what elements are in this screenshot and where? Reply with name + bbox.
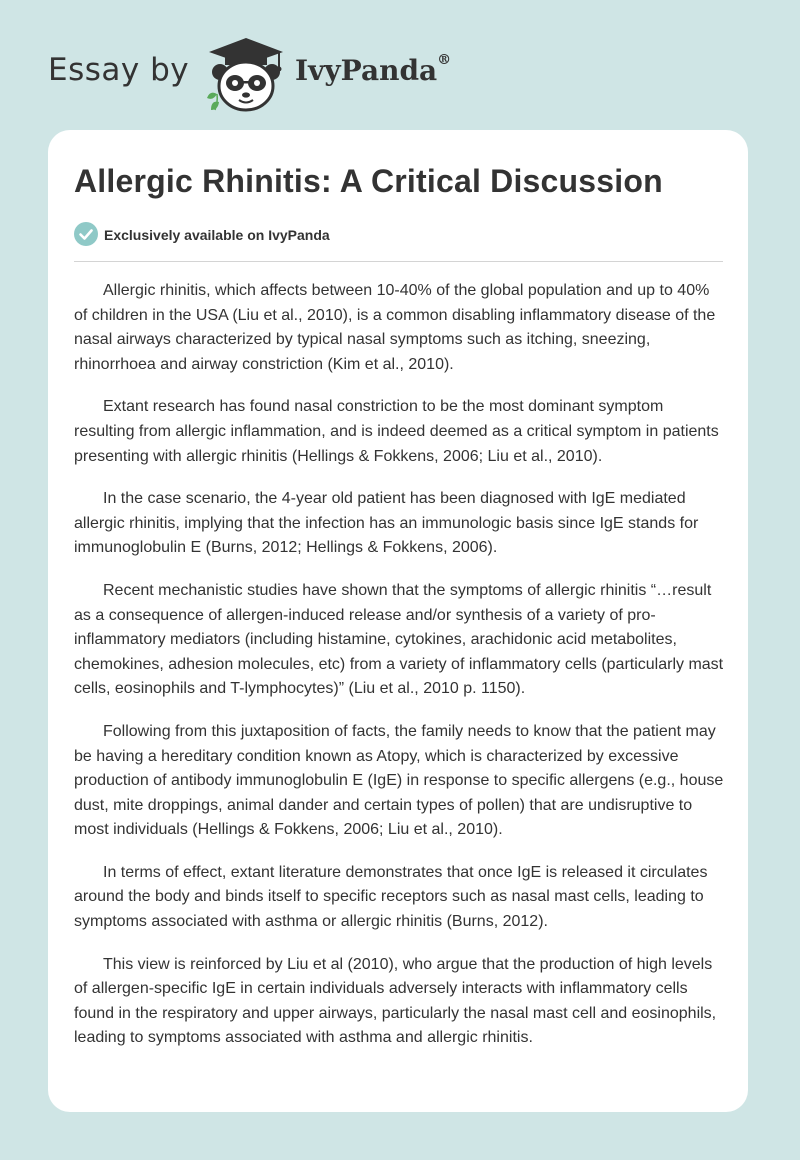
paragraph: In terms of effect, extant literature demonstrates that once IgE is released it circulates around the body and binds itself to specific receptors such as nasal mast cells, leading to symptoms associated with asthma or allergic rhinitis (Burns, 2012). xyxy=(74,863,708,931)
paragraph: Allergic rhinitis, which affects between 10-40% of the global population and up to 40% of children in the USA (Liu et al., 2010), is a common disabling inflammatory disease of the nasal airways characterized by typical nasal symptoms such as itching, sneezing, rhinorrhoea and airway constriction (Kim et al., 2010). xyxy=(74,282,716,373)
panda-graduate-icon xyxy=(201,34,291,114)
essay-body xyxy=(74,279,726,1069)
paragraph: In the case scenario, the 4-year old patient has been diagnosed with IgE mediated allergic rhinitis, implying that the infection has an immunologic basis since IgE stands for immunoglobulin E (Burns, 2012; Hellings & Fokkens, 2006). xyxy=(74,490,699,557)
registered-mark: ® xyxy=(437,52,452,68)
check-circle-icon xyxy=(74,222,98,246)
site-header xyxy=(48,34,508,114)
exclusive-badge-text: Exclusively available on IvyPanda xyxy=(104,227,330,243)
paragraph: Recent mechanistic studies have shown that the symptoms of allergic rhinitis “…result as a consequence of allergen-induced release and/or synthesis of a variety of pro-inflammatory mediators (including histamine, cytokines, arachidonic acid metabolites, chemokines, adhesion molecules, etc) from a variety of inflammatory cells (particularly mast cells, eosinophils and T-lymphocytes)” (Liu et al., 2010 p. 1150). xyxy=(74,581,724,698)
title-divider xyxy=(74,261,723,262)
page-title: Allergic Rhinitis: A Critical Discussion xyxy=(74,163,663,199)
paragraph: Extant research has found nasal constriction to be the most dominant symptom resulting from allergic inflammation, and is indeed deemed as a critical symptom in patients presenting with allergic rhinitis (Hellings & Fokkens, 2006; Liu et al., 2010). xyxy=(74,398,719,465)
essay-by-label: Essay by xyxy=(48,52,190,88)
paragraph: Following from this juxtaposition of facts, the family needs to know that the patient may be having a hereditary condition known as Atopy, which is characterized by excessive production of antibody immunoglobulin E (IgE) in response to specific allergens (e.g., house dust, mite droppings, animal dander and certain types of pollen) that are undisruptive to most individuals (Hellings & Fokkens, 2006; Liu et al., 2010). xyxy=(74,722,724,839)
brand-name: IvyPanda® xyxy=(295,52,452,87)
paragraph: This view is reinforced by Liu et al (2010), who argue that the production of high levels of allergen-specific IgE in certain individuals adversely interacts with inflammatory cells found in the respiratory and upper airways, particularly the nasal mast cell and eosinophils, leading to symptoms associated with asthma and allergic rhinitis. xyxy=(74,955,717,1047)
ivypanda-logo[interactable] xyxy=(201,34,501,114)
essay-card xyxy=(48,130,748,1112)
